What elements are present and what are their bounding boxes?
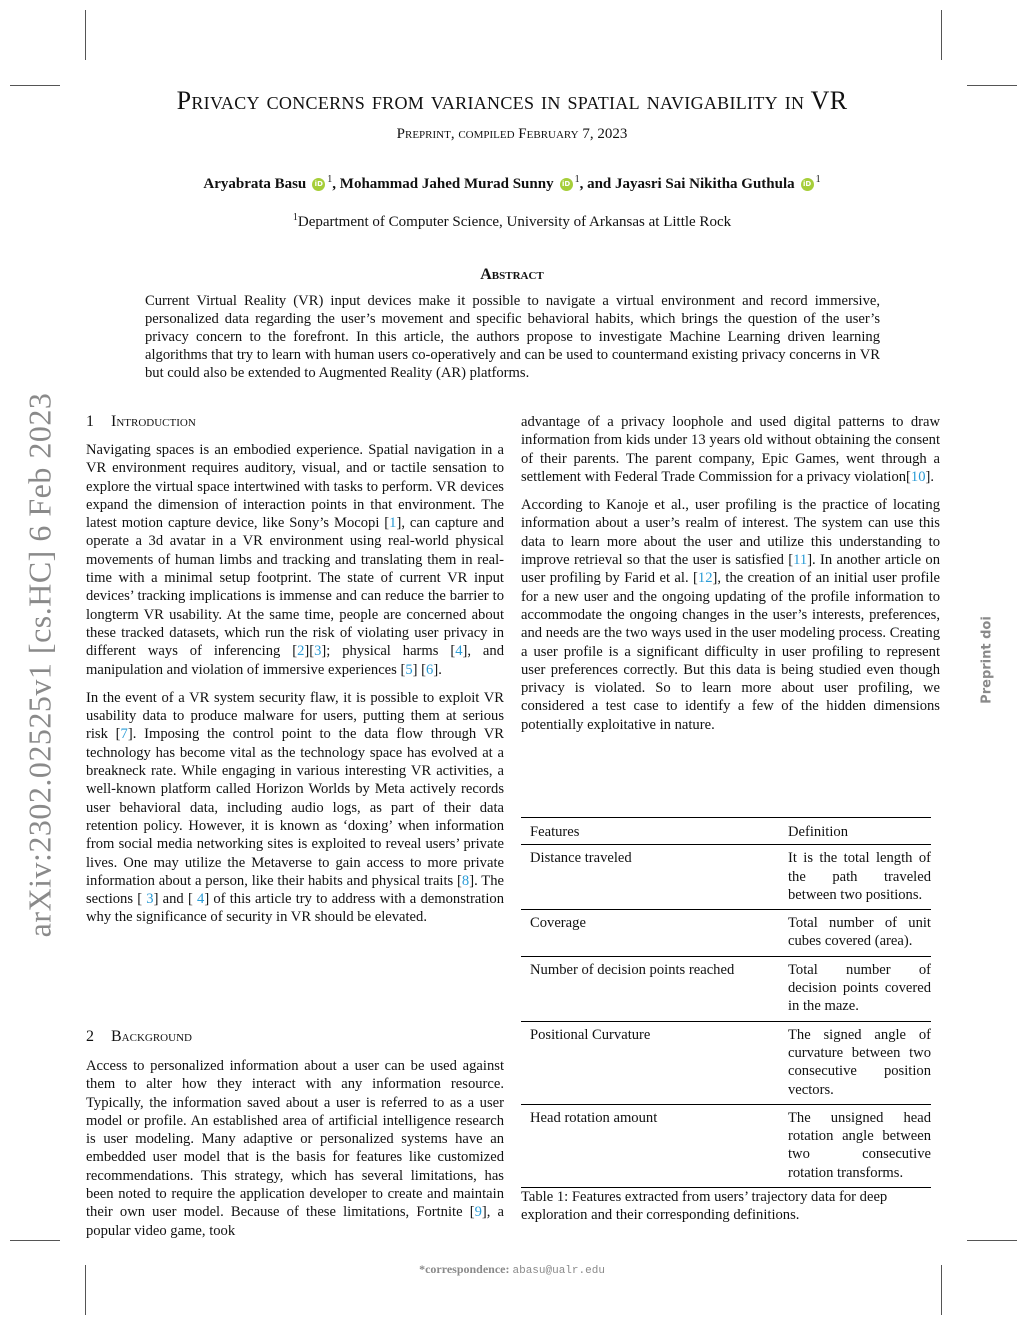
definition-cell: The signed angle of curvature between two consecutive position vectors. — [780, 1021, 931, 1104]
citation-link[interactable]: 1 — [389, 515, 397, 532]
crop-mark — [967, 1240, 1017, 1241]
orcid-icon[interactable]: iD — [560, 178, 573, 191]
definition-cell: Total number of unit cubes covered (area). — [780, 910, 931, 957]
affiliation-sup: 1 — [292, 212, 298, 223]
crop-mark — [10, 1240, 60, 1241]
citation-link[interactable]: 2 — [297, 643, 305, 660]
citation-link[interactable]: 8 — [461, 872, 470, 889]
table-header-row — [521, 818, 931, 845]
author-name: Aryabrata Basu — [203, 176, 307, 192]
paragraph: In the event of a VR system security flaw, it is possible to exploit VR usability data to produce malware for users, putting them at serious risk [7]. Imposing the control point to the data flow through VR technology has become vital as the technology space has evolved at a breakneck rate. While engaging in various interesting VR activities, a well-known platform called Horizon Worlds by Meta actively records user behavioral data, including audio logs, as part of their data retention policy. However, it is known as ‘doxing’ when information from social media networking sites is exploited to reveal users’ private lives. One may utilize the Metaverse to gain access to more private information about a person, like their habits and physical traits [8]. The sections [ 3] and [ 4] of this article try to address with a demonstration why the significance of security in VR should be elevated. — [86, 689, 505, 926]
orcid-icon[interactable]: iD — [312, 178, 325, 191]
table-row — [521, 910, 931, 957]
section-heading-background — [86, 1028, 192, 1046]
abstract-text: Current Virtual Reality (VR) input devices make it possible to navigate a virtual environment and record immersive, personalized data regarding the user’s movement and specific behavioral habits, which brings the question of the user’s privacy concern to the forefront. In this article, the authors propose to investigate Machine Learning driven learning algorithms that try to learn with human users co-operatively and can be used to countermand existing privacy concerns in VR but could also be extended to Augmented Reality (AR) platforms. — [145, 293, 880, 381]
feature-cell: Distance traveled — [521, 845, 780, 910]
features-table — [521, 817, 931, 1188]
feature-cell: Coverage — [521, 910, 780, 957]
paper-subtitle: Preprint, compiled February 7, 2023 — [396, 126, 628, 142]
section-ref-link[interactable]: 3 — [146, 891, 154, 908]
table-row — [521, 956, 931, 1021]
section-heading-introduction — [86, 413, 196, 431]
citation-link[interactable]: 7 — [120, 726, 128, 743]
affiliation — [0, 212, 1024, 231]
author-affil-sup: 1 — [327, 174, 333, 185]
citation-link[interactable]: 4 — [455, 643, 463, 660]
definition-cell: It is the total length of the path traveled between two positions. — [780, 845, 931, 910]
author-affil-sup: 1 — [815, 174, 821, 185]
correspondence-email-link[interactable]: abasu@ualr.edu — [512, 1265, 605, 1277]
section-title: Introduction — [111, 413, 196, 430]
abstract-heading: Abstract — [480, 266, 544, 283]
paragraph: advantage of a privacy loophole and used digital patterns to draw information from kids under 13 years old without obtaining the consent of their parents. The parent company, Epic Games, went through a settlement with Federal Trade Commission for a privacy violation[10]. — [521, 414, 940, 485]
table-header-cell: Features — [521, 818, 780, 845]
section-title: Background — [111, 1028, 192, 1045]
citation-link[interactable]: 9 — [474, 1204, 482, 1221]
intro-body — [86, 441, 504, 937]
correspondence-label: *correspondence: — [419, 1262, 510, 1276]
preprint-doi-label: Preprint doi — [979, 616, 995, 704]
author-list — [0, 174, 1024, 193]
table-header-cell: Definition — [780, 818, 931, 845]
background-body — [86, 1057, 504, 1250]
citation-link[interactable]: 12 — [697, 570, 713, 587]
section-number: 1 — [86, 413, 94, 430]
affiliation-text: Department of Computer Science, University of Arkansas at Little Rock — [297, 214, 732, 230]
orcid-icon[interactable]: iD — [801, 178, 814, 191]
author-affil-sup: 1 — [574, 174, 580, 185]
paragraph: Navigating spaces is an embodied experience. Spatial navigation in a VR environment requires auditory, visual, and or tactile sensation to explore the virtual space intertwined with tasks to perform. VR devices expand the dimension of interaction points in that environment. The latest motion capture device, like Sony’s Mocopi [1], can capture and operate a 3d avatar in a VR environment using real-world physical movements of human limbs and tracking and translating them in real-time with a minimal setup footprint. The state of current VR input devices’ tracking implications is immense and can reduce the barrier to longterm VR usability. At the same time, people are concerned about these tracked datasets, which run the risk of violating user privacy in different ways of inferencing [2][3]; physical harms [4], and manipulation and violation of immersive experiences [5] [6]. — [86, 442, 505, 678]
paper-title: Privacy concerns from variances in spatial navigability in VR — [176, 86, 848, 115]
table-row — [521, 1021, 931, 1104]
feature-cell: Positional Curvature — [521, 1021, 780, 1104]
author-name: , and Jayasri Sai Nikitha Guthula — [579, 176, 795, 192]
table-row — [521, 845, 931, 910]
section-number: 2 — [86, 1028, 94, 1045]
paragraph: According to Kanoje et al., user profiling is the practice of locating information about a user’s realm of interest. The system can use this data to learn more about the user and utilize this understanding to improve retrieval so that the user is satisfied [11]. In another article on user profiling by Farid et al. [12], the creation of an initial user profile for a new user and the ongoing updating of the profile information to accommodate the ongoing changes in the user’s interests, preferences, and needs are the two ways used in the user modeling process. Creating a user profile is a significant difficulty in user profiling to represent user preferences correctly. But this data is being studied even though privacy is violated. So to learn more about user profiling, we considered a test case to identify a few of the hidden dimensions potentially exploitative in nature. — [521, 497, 940, 733]
section-ref-link[interactable]: 4 — [197, 891, 205, 908]
crop-mark — [85, 10, 86, 60]
definition-cell: The unsigned head rotation angle between two consecutive rotation transforms. — [780, 1104, 931, 1187]
author-name: , Mohammad Jahed Murad Sunny — [332, 176, 554, 192]
crop-mark — [941, 10, 942, 60]
arxiv-identifier: arXiv:2302.02525v1 [cs.HC] 6 Feb 2023 — [21, 392, 58, 938]
citation-link[interactable]: 6 — [426, 661, 434, 678]
paragraph: Access to personalized information about a user can be used against them to alter how they interact with any information resource. Typically, the information saved about a user is referred to as a user model or profile. An established area of artificial intelligence research is user modeling. Many adaptive or personalized systems have an embedded user model that is the basis for features like customized recommendations. This strategy, which has several limitations, has been noted to require the application developer to create and maintain their own user model. Because of these limitations, Fortnite [9], a popular video game, took — [86, 1058, 504, 1239]
feature-cell: Number of decision points reached — [521, 956, 780, 1021]
correspondence-footer — [0, 1262, 1024, 1277]
right-column-body — [521, 413, 940, 744]
citation-link[interactable]: 3 — [314, 643, 322, 660]
table-row — [521, 1104, 931, 1187]
table-caption: Table 1: Features extracted from users’ trajectory data for deep exploration and their corresponding definitions. — [521, 1189, 888, 1224]
citation-link[interactable]: 11 — [793, 552, 808, 569]
citation-link[interactable]: 5 — [405, 661, 413, 678]
feature-cell: Head rotation amount — [521, 1104, 780, 1187]
definition-cell: Total number of decision points covered in the maze. — [780, 956, 931, 1021]
citation-link[interactable]: 10 — [910, 468, 926, 485]
